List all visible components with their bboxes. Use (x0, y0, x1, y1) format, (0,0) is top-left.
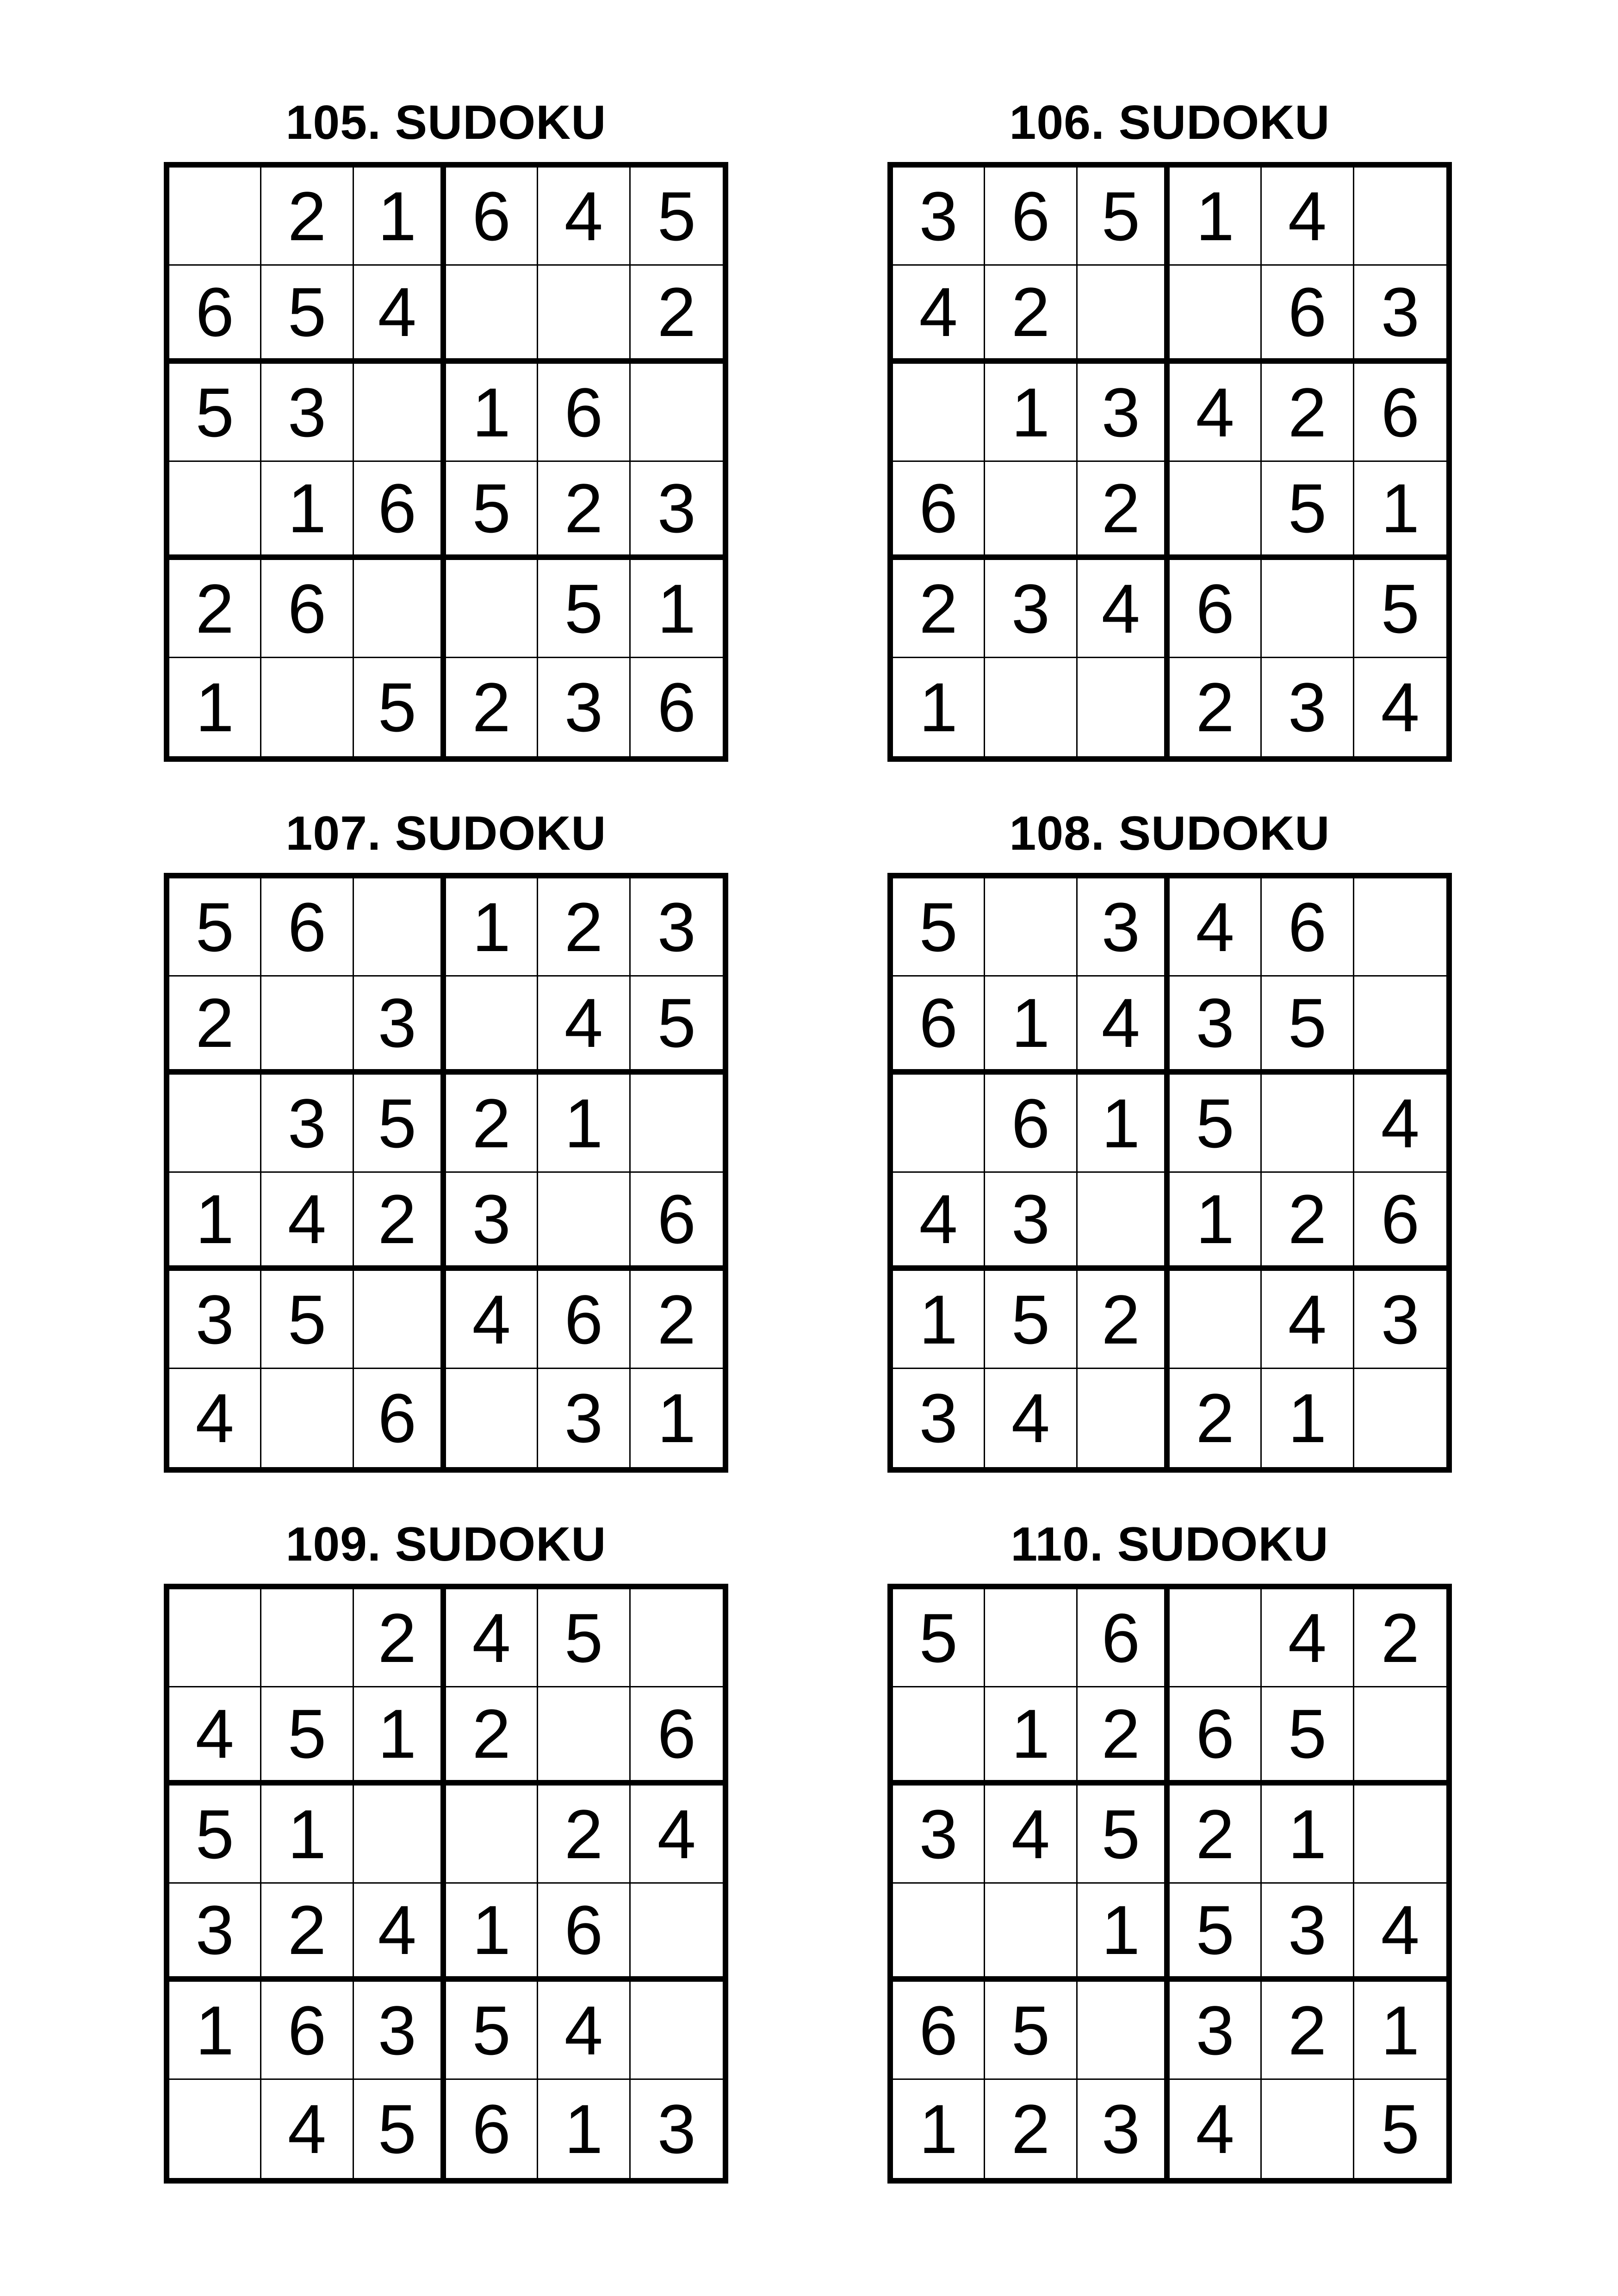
sudoku-cell-given: 4 (893, 1173, 985, 1271)
sudoku-cell-given: 1 (169, 1982, 261, 2080)
sudoku-cell-given: 1 (446, 878, 538, 977)
sudoku-cell-given: 5 (446, 1982, 538, 2080)
sudoku-cell-given: 4 (631, 1786, 723, 1884)
sudoku-cell-given: 1 (985, 977, 1077, 1075)
sudoku-cell-given: 4 (893, 266, 985, 364)
sudoku-cell-given: 5 (893, 878, 985, 977)
sudoku-cell-given: 3 (1354, 1271, 1446, 1369)
sudoku-cell-given: 5 (261, 1687, 353, 1786)
sudoku-cell-empty[interactable] (1354, 977, 1446, 1075)
sudoku-cell-given: 3 (1078, 2080, 1170, 2178)
sudoku-cell-given: 1 (893, 1271, 985, 1369)
sudoku-cell-given: 1 (1354, 462, 1446, 560)
sudoku-grid (164, 1584, 728, 2184)
sudoku-cell-given: 2 (169, 560, 261, 658)
sudoku-cell-empty[interactable] (631, 1982, 723, 2080)
sudoku-cell-given: 6 (1170, 1687, 1262, 1786)
sudoku-cell-given: 3 (1170, 1982, 1262, 2080)
sudoku-cell-given: 5 (1262, 462, 1354, 560)
sudoku-cell-given: 4 (1354, 1884, 1446, 1982)
sudoku-cell-given: 4 (1170, 2080, 1262, 2178)
sudoku-cell-given: 6 (446, 168, 538, 266)
sudoku-cell-given: 2 (1078, 462, 1170, 560)
sudoku-cell-given: 6 (1170, 560, 1262, 658)
sudoku-cell-given: 6 (538, 364, 630, 462)
sudoku-cell-given: 3 (985, 560, 1077, 658)
sudoku-grid (887, 873, 1452, 1473)
sudoku-cell-empty[interactable] (985, 658, 1077, 756)
sudoku-cell-empty[interactable] (354, 878, 446, 977)
sudoku-cell-given: 6 (261, 1982, 353, 2080)
sudoku-cell-given: 5 (1078, 168, 1170, 266)
sudoku-cell-given: 6 (538, 1271, 630, 1369)
sudoku-cell-given: 2 (538, 1786, 630, 1884)
sudoku-cell-given: 1 (169, 658, 261, 756)
sudoku-cell-given: 5 (538, 1589, 630, 1687)
sudoku-cell-empty[interactable] (893, 364, 985, 462)
sudoku-cell-given: 6 (985, 1075, 1077, 1173)
sudoku-cell-given: 6 (261, 560, 353, 658)
sudoku-cell-given: 3 (893, 168, 985, 266)
sudoku-cell-given: 5 (985, 1271, 1077, 1369)
sudoku-cell-given: 3 (1262, 1884, 1354, 1982)
puzzle-title: 109. SUDOKU (285, 1518, 607, 1571)
sudoku-cell-given: 1 (631, 560, 723, 658)
sudoku-cell-given: 2 (985, 2080, 1077, 2178)
sudoku-cell-given: 3 (1262, 658, 1354, 756)
sudoku-cell-given: 6 (1262, 266, 1354, 364)
sudoku-cell-given: 6 (354, 1369, 446, 1467)
sudoku-cell-empty[interactable] (1262, 1075, 1354, 1173)
sudoku-cell-given: 2 (261, 168, 353, 266)
sudoku-cell-given: 2 (1354, 1589, 1446, 1687)
sudoku-cell-given: 5 (1354, 560, 1446, 658)
sudoku-cell-given: 3 (1354, 266, 1446, 364)
sudoku-cell-empty[interactable] (1354, 168, 1446, 266)
sudoku-cell-empty[interactable] (1078, 1982, 1170, 2080)
sudoku-cell-empty[interactable] (1354, 1687, 1446, 1786)
sudoku-cell-empty[interactable] (1354, 878, 1446, 977)
sudoku-cell-given: 5 (169, 364, 261, 462)
sudoku-grid (164, 162, 728, 762)
sudoku-cell-given: 3 (169, 1884, 261, 1982)
sudoku-cell-given: 1 (169, 1173, 261, 1271)
sudoku-cell-given: 6 (354, 462, 446, 560)
sudoku-cell-given: 6 (985, 168, 1077, 266)
sudoku-cell-given: 3 (538, 658, 630, 756)
sudoku-cell-empty[interactable] (985, 462, 1077, 560)
sudoku-cell-given: 3 (1078, 878, 1170, 977)
sudoku-cell-empty[interactable] (354, 560, 446, 658)
sudoku-cell-given: 5 (538, 560, 630, 658)
sudoku-cell-given: 1 (538, 2080, 630, 2178)
sudoku-cell-empty[interactable] (1078, 658, 1170, 756)
sudoku-cell-given: 4 (446, 1589, 538, 1687)
sudoku-cell-given: 4 (538, 1982, 630, 2080)
sudoku-cell-given: 2 (538, 878, 630, 977)
sudoku-cell-given: 4 (354, 266, 446, 364)
sudoku-cell-empty[interactable] (1170, 462, 1262, 560)
sudoku-cell-given: 6 (893, 462, 985, 560)
sudoku-cell-empty[interactable] (446, 977, 538, 1075)
sudoku-cell-empty[interactable] (169, 462, 261, 560)
puzzle-title: 107. SUDOKU (285, 807, 607, 860)
sudoku-cell-given: 6 (657, 668, 696, 746)
sudoku-cell-given: 3 (631, 462, 723, 560)
sudoku-cell-empty[interactable] (261, 1589, 353, 1687)
sudoku-cell-given: 6 (893, 977, 985, 1075)
sudoku-cell-given: 3 (354, 1982, 446, 2080)
sudoku-cell-given: 2 (631, 1271, 723, 1369)
sudoku-cell-given: 4 (1078, 560, 1170, 658)
sudoku-cell-given: 5 (169, 1786, 261, 1884)
sudoku-cell-given: 6 (1354, 364, 1446, 462)
sudoku-cell-empty[interactable] (446, 1786, 538, 1884)
sudoku-cell-empty[interactable] (261, 977, 353, 1075)
sudoku-cell-empty[interactable] (1078, 1369, 1170, 1467)
sudoku-cell-given: 4 (1354, 1075, 1446, 1173)
sudoku-cell-given: 1 (1354, 1982, 1446, 2080)
sudoku-grid (164, 873, 728, 1473)
sudoku-cell-given: 2 (1170, 658, 1262, 756)
sudoku-cell-empty[interactable] (893, 1884, 985, 1982)
sudoku-cell-given: 5 (1381, 2090, 1420, 2168)
sudoku-cell-given: 6 (893, 1982, 985, 2080)
sudoku-cell-empty[interactable] (1078, 1173, 1170, 1271)
sudoku-cell-given: 6 (261, 878, 353, 977)
sudoku-cell-given: 1 (446, 364, 538, 462)
sudoku-cell-given: 3 (446, 1173, 538, 1271)
sudoku-cell-given: 1 (1262, 1369, 1354, 1467)
sudoku-cell-given: 5 (1262, 977, 1354, 1075)
puzzle-title: 106. SUDOKU (1009, 96, 1330, 149)
sudoku-cell-given: 4 (1262, 1589, 1354, 1687)
sudoku-cell-given: 3 (893, 1786, 985, 1884)
sudoku-cell-given: 1 (893, 658, 985, 756)
sudoku-cell-empty[interactable] (1262, 560, 1354, 658)
sudoku-cell-given: 5 (631, 168, 723, 266)
sudoku-cell-empty[interactable] (354, 1271, 446, 1369)
sudoku-cell-given: 4 (261, 2080, 353, 2178)
sudoku-cell-given: 5 (985, 1982, 1077, 2080)
sudoku-cell-given: 4 (538, 168, 630, 266)
sudoku-cell-given: 3 (1078, 364, 1170, 462)
sudoku-cell-given: 3 (261, 364, 353, 462)
sudoku-cell-given: 5 (354, 658, 446, 756)
sudoku-cell-given: 5 (1170, 1075, 1262, 1173)
sudoku-cell-empty[interactable] (354, 1786, 446, 1884)
sudoku-cell-empty[interactable] (261, 658, 353, 756)
sudoku-grid (887, 162, 1452, 762)
sudoku-cell-given: 3 (657, 2090, 696, 2168)
sudoku-cell-given: 5 (1262, 1687, 1354, 1786)
sudoku-cell-given: 6 (631, 1687, 723, 1786)
sudoku-cell-empty[interactable] (169, 168, 261, 266)
sudoku-cell-given: 6 (538, 1884, 630, 1982)
sudoku-cell-given: 3 (354, 977, 446, 1075)
sudoku-cell-given: 1 (1170, 1173, 1262, 1271)
sudoku-cell-given: 2 (1262, 1173, 1354, 1271)
sudoku-cell-empty[interactable] (631, 364, 723, 462)
sudoku-cell-given: 3 (538, 1369, 630, 1467)
sudoku-cell-empty[interactable] (169, 2080, 261, 2178)
sudoku-cell-given: 5 (169, 878, 261, 977)
sudoku-cell-given: 4 (169, 1687, 261, 1786)
sudoku-cell-given: 6 (1354, 1173, 1446, 1271)
sudoku-cell-given: 1 (985, 364, 1077, 462)
sudoku-cell-empty[interactable] (631, 1589, 723, 1687)
sudoku-cell-given: 5 (1078, 1786, 1170, 1884)
sudoku-cell-given: 2 (1170, 1786, 1262, 1884)
sudoku-cell-given: 2 (261, 1884, 353, 1982)
sudoku-cell-given: 3 (169, 1271, 261, 1369)
sudoku-cell-given: 1 (261, 1786, 353, 1884)
sudoku-cell-given: 1 (538, 1075, 630, 1173)
sudoku-cell-given: 2 (631, 266, 723, 364)
sudoku-cell-given: 4 (261, 1173, 353, 1271)
sudoku-cell-given: 2 (1262, 1982, 1354, 2080)
sudoku-cell-empty[interactable] (446, 266, 538, 364)
sudoku-cell-given: 3 (261, 1075, 353, 1173)
sudoku-cell-given: 1 (1170, 168, 1262, 266)
sudoku-cell-given: 2 (1170, 1369, 1262, 1467)
sudoku-cell-given: 4 (1262, 168, 1354, 266)
sudoku-cell-given: 5 (893, 1589, 985, 1687)
sudoku-cell-empty[interactable] (631, 1075, 723, 1173)
sudoku-cell-given: 4 (985, 1369, 1077, 1467)
sudoku-cell-given: 1 (657, 1379, 696, 1457)
sudoku-grid (887, 1584, 1452, 2184)
sudoku-cell-given: 3 (893, 1369, 985, 1467)
puzzle-title: 108. SUDOKU (1009, 807, 1330, 860)
sudoku-cell-empty[interactable] (1354, 1786, 1446, 1884)
sudoku-cell-given: 5 (446, 462, 538, 560)
sudoku-cell-given: 3 (1170, 977, 1262, 1075)
sudoku-cell-given: 3 (631, 878, 723, 977)
sudoku-cell-given: 4 (169, 1369, 261, 1467)
sudoku-cell-given: 5 (261, 266, 353, 364)
sudoku-cell-empty[interactable] (446, 1369, 538, 1467)
sudoku-cell-given: 4 (1381, 668, 1420, 746)
sudoku-cell-empty[interactable] (631, 1884, 723, 1982)
sudoku-cell-given: 1 (354, 168, 446, 266)
sudoku-cell-empty[interactable] (985, 878, 1077, 977)
sudoku-cell-empty[interactable] (261, 1369, 353, 1467)
sudoku-cell-given: 6 (1262, 878, 1354, 977)
sudoku-cell-empty[interactable] (893, 1687, 985, 1786)
sudoku-cell-given: 4 (985, 1786, 1077, 1884)
sudoku-cell-empty[interactable] (893, 1075, 985, 1173)
sudoku-cell-empty[interactable] (1354, 1369, 1446, 1467)
sudoku-cell-given: 6 (446, 2080, 538, 2178)
sudoku-cell-given: 1 (354, 1687, 446, 1786)
sudoku-cell-given: 6 (169, 266, 261, 364)
sudoku-cell-given: 5 (631, 977, 723, 1075)
sudoku-cell-given: 1 (1262, 1786, 1354, 1884)
sudoku-cell-given: 2 (169, 977, 261, 1075)
sudoku-cell-empty[interactable] (538, 266, 630, 364)
sudoku-cell-given: 3 (985, 1173, 1077, 1271)
puzzle-title: 110. SUDOKU (1010, 1518, 1329, 1571)
sudoku-cell-empty[interactable] (1078, 266, 1170, 364)
sudoku-cell-given: 2 (354, 1589, 446, 1687)
sudoku-cell-given: 2 (1078, 1687, 1170, 1786)
sudoku-cell-empty[interactable] (985, 1589, 1077, 1687)
sudoku-cell-given: 5 (1170, 1884, 1262, 1982)
sudoku-cell-empty[interactable] (1170, 1271, 1262, 1369)
sudoku-cell-empty[interactable] (169, 1589, 261, 1687)
sudoku-cell-given: 2 (1078, 1271, 1170, 1369)
sudoku-cell-given: 5 (354, 1075, 446, 1173)
sudoku-cell-given: 1 (893, 2080, 985, 2178)
sudoku-cell-given: 2 (538, 462, 630, 560)
sudoku-cell-given: 4 (354, 1884, 446, 1982)
sudoku-cell-empty[interactable] (354, 364, 446, 462)
sudoku-cell-given: 4 (538, 977, 630, 1075)
sudoku-cell-given: 2 (985, 266, 1077, 364)
sudoku-cell-given: 6 (1078, 1589, 1170, 1687)
sudoku-cell-empty[interactable] (985, 1884, 1077, 1982)
sudoku-cell-given: 2 (354, 1173, 446, 1271)
sudoku-cell-empty[interactable] (169, 1075, 261, 1173)
puzzle-title: 105. SUDOKU (285, 96, 607, 149)
sudoku-cell-given: 1 (985, 1687, 1077, 1786)
sudoku-cell-given: 4 (1078, 977, 1170, 1075)
sudoku-cell-given: 1 (261, 462, 353, 560)
sudoku-cell-given: 4 (1262, 1271, 1354, 1369)
sudoku-cell-given: 6 (631, 1173, 723, 1271)
sudoku-cell-given: 5 (354, 2080, 446, 2178)
sudoku-cell-given: 4 (1170, 878, 1262, 977)
sudoku-cell-given: 4 (1170, 364, 1262, 462)
sudoku-cell-given: 2 (446, 1687, 538, 1786)
sudoku-cell-given: 4 (446, 1271, 538, 1369)
sudoku-cell-given: 1 (1078, 1075, 1170, 1173)
sudoku-cell-given: 2 (446, 658, 538, 756)
sudoku-cell-empty[interactable] (538, 1687, 630, 1786)
sudoku-cell-given: 2 (446, 1075, 538, 1173)
sudoku-cell-empty[interactable] (1170, 1589, 1262, 1687)
sudoku-cell-empty[interactable] (446, 560, 538, 658)
sudoku-cell-empty[interactable] (1170, 266, 1262, 364)
sudoku-cell-empty[interactable] (538, 1173, 630, 1271)
sudoku-cell-empty[interactable] (1262, 2080, 1354, 2178)
sudoku-cell-given: 2 (1262, 364, 1354, 462)
sudoku-cell-given: 1 (1078, 1884, 1170, 1982)
sudoku-cell-given: 2 (893, 560, 985, 658)
sudoku-cell-given: 1 (446, 1884, 538, 1982)
sudoku-cell-given: 5 (261, 1271, 353, 1369)
